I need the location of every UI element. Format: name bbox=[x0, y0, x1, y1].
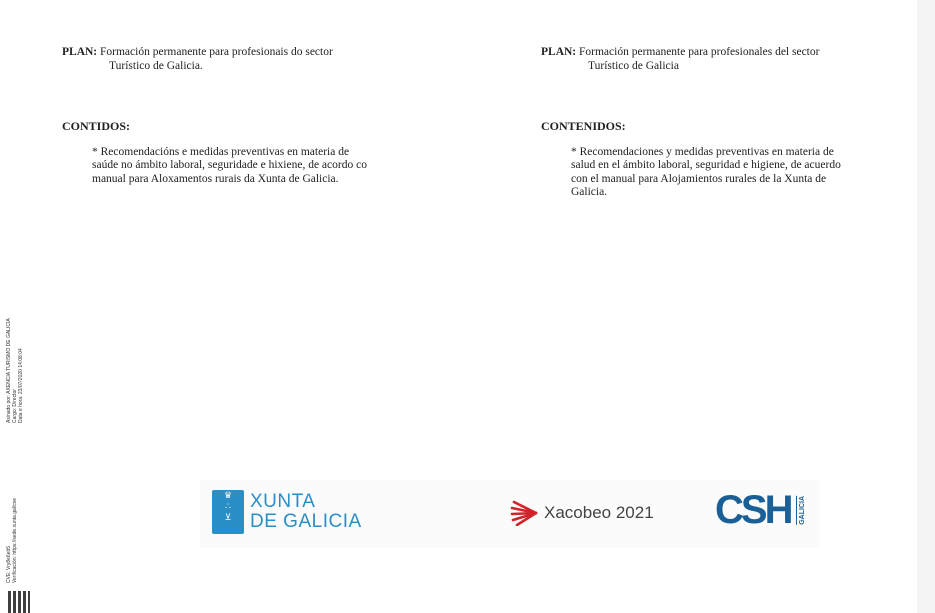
plan bbox=[541, 46, 871, 73]
galicia-shield-icon: ♛ ∴ ⊻ bbox=[212, 490, 244, 534]
plan-text: Formación permanente para profesionais do sector bbox=[100, 46, 333, 58]
contents-body: * Recomendacións e medidas preventivas en materia de saúde no ámbito laboral, seguridade e hixiene, de acordo co manual para Aloxamentos rurais da Xunta de Galicia. bbox=[92, 145, 367, 185]
galician-column bbox=[62, 46, 392, 186]
plan-label: PLAN: bbox=[541, 46, 577, 58]
qr-code bbox=[8, 591, 30, 613]
signer-role: Cargo: Director bbox=[12, 389, 18, 423]
plan-text: Formación permanente para profesionales del sector bbox=[579, 46, 820, 58]
page-edge bbox=[917, 0, 935, 613]
footer-logos bbox=[200, 480, 820, 548]
plan-label: PLAN: bbox=[62, 46, 98, 58]
plan-text-2: Turístico de Galicia bbox=[588, 59, 679, 72]
signature-margin bbox=[2, 273, 32, 613]
csh-logo bbox=[715, 488, 806, 533]
signed-by: Asinado por: AXENCIA TURISMO DE GALICIA bbox=[6, 318, 12, 423]
contents-body: * Recomendaciones y medidas preventivas en materia de salud en el ámbito laboral, seguridad e higiene, de acuerdo con el manual para Alojamientos rurales de la Xunta de Galicia. bbox=[571, 145, 841, 198]
cve-code: CVE: Vry8e6eb5 bbox=[6, 545, 12, 583]
plan-text-2: Turístico de Galicia. bbox=[109, 59, 203, 72]
scallop-shell-icon bbox=[510, 500, 538, 526]
xunta-line1: XUNTA bbox=[250, 491, 316, 512]
xunta-line2: DE GALICIA bbox=[250, 511, 362, 532]
contents-heading: CONTENIDOS: bbox=[541, 119, 626, 133]
sign-date: Data e hora: 23/07/2020 14:08:04 bbox=[18, 348, 24, 423]
plan bbox=[62, 46, 392, 73]
verify-url: Verificación: https://sede.xunta.gal/cve bbox=[12, 497, 18, 583]
xacobeo-text: Xacobeo 2021 bbox=[544, 503, 654, 522]
csh-text: CSH bbox=[715, 488, 791, 532]
xacobeo-logo bbox=[510, 500, 654, 526]
contents-heading: CONTIDOS: bbox=[62, 119, 131, 133]
xunta-logo bbox=[212, 490, 362, 534]
csh-subtext: GALICIA bbox=[796, 496, 806, 525]
spanish-column bbox=[541, 46, 871, 200]
